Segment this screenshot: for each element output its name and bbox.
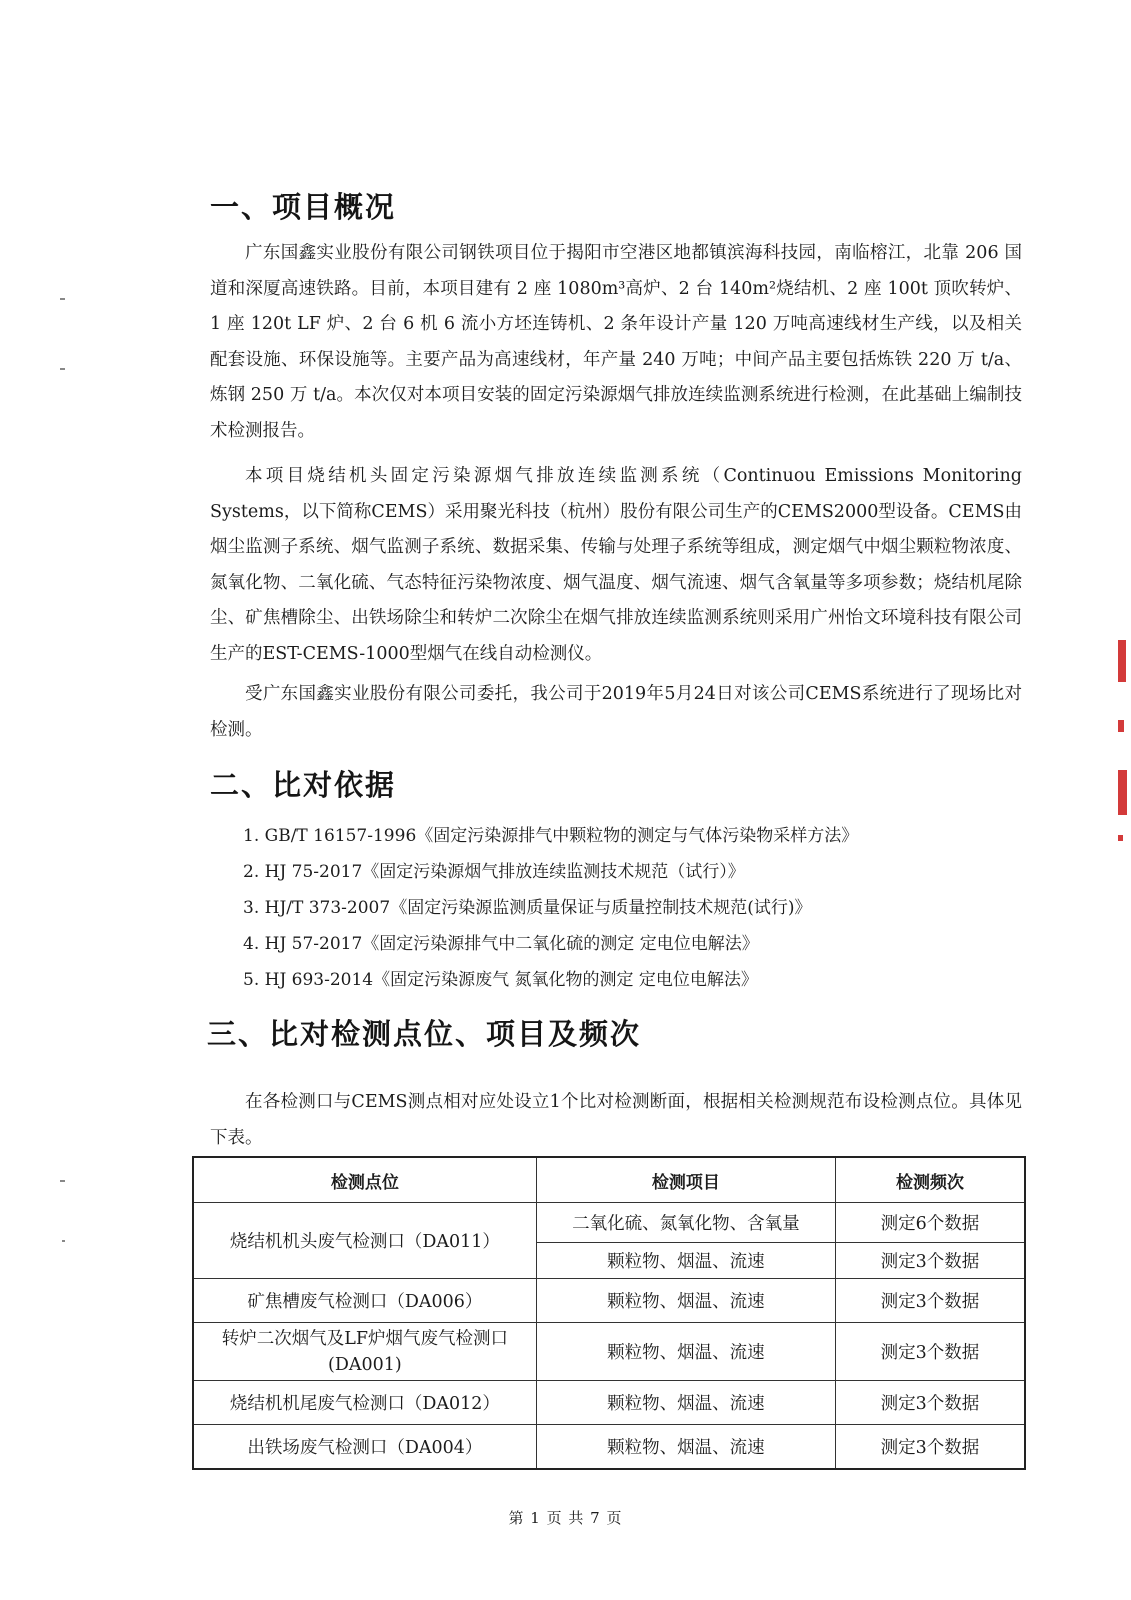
- reference-item: 2. HJ 75-2017《固定污染源烟气排放连续监测技术规范（试行）》: [243, 862, 745, 882]
- page-footer: 第 1 页 共 7 页: [508, 1509, 623, 1527]
- reference-list: [243, 818, 858, 998]
- cell-site: 烧结机机头废气检测口（DA011）: [193, 1203, 536, 1279]
- section-3-title: 三、比对检测点位、项目及频次: [207, 1017, 642, 1051]
- header-site: 检测点位: [193, 1157, 536, 1203]
- table-row: [193, 1381, 1025, 1425]
- table-header-row: [193, 1157, 1025, 1203]
- paragraph-table-intro: 在各检测口与CEMS测点相对应处设立1个比对检测断面，根据相关检测规范布设检测点位。具体见下表。: [210, 1092, 1022, 1148]
- cell-frequency: 测定3个数据: [835, 1243, 1025, 1279]
- header-frequency: 检测频次: [835, 1157, 1025, 1203]
- reference-item: 1. GB/T 16157-1996《固定污染源排气中颗粒物的测定与气体污染物采样方法》: [243, 826, 859, 846]
- table-row: [193, 1279, 1025, 1323]
- reference-item: 5. HJ 693-2014《固定污染源废气 氮氧化物的测定 定电位电解法》: [243, 970, 758, 990]
- cell-item: 二氧化硫、氮氧化物、含氧量: [536, 1203, 835, 1243]
- table-row: [193, 1203, 1025, 1243]
- table-row: [193, 1323, 1025, 1381]
- header-item: 检测项目: [536, 1157, 835, 1203]
- cell-site-line: 转炉二次烟气及LF炉烟气废气检测口: [221, 1328, 509, 1349]
- paragraph-commission: 受广东国鑫实业股份有限公司委托，我公司于2019年5月24日对该公司CEMS系统进行了现场比对检测。: [210, 684, 1022, 740]
- cell-site: [193, 1323, 536, 1381]
- scan-speck: [60, 298, 65, 300]
- section-2-title: 二、比对依据: [210, 768, 397, 802]
- cell-item: 颗粒物、烟温、流速: [536, 1323, 835, 1381]
- cell-item: 颗粒物、烟温、流速: [536, 1279, 835, 1323]
- cell-site-line: (DA001): [328, 1354, 402, 1375]
- seal-stamp-fragment: [1118, 640, 1131, 855]
- reference-item: 4. HJ 57-2017《固定污染源排气中二氧化硫的测定 定电位电解法》: [243, 934, 759, 954]
- cell-item: 颗粒物、烟温、流速: [536, 1243, 835, 1279]
- paragraph-cems-system: 本项目烧结机头固定污染源烟气排放连续监测系统（Continuou Emissions Monitoring Systems，以下简称CEMS）采用聚光科技（杭州）股份有限公司生产的CEMS2000型设备。CEMS由烟尘监测子系统、烟气监测子系统、数据采集、传输与处理子系统等组成，测定烟气中烟尘颗粒物浓度、氮氧化物、二氧化硫、气态特征污染物浓度、烟气温度、烟气流速、烟气含氧量等多项参数；烧结机尾除尘、矿焦槽除尘、出铁场除尘和转炉二次除尘在烟气排放连续监测系统则采用广州怡文环境科技有限公司生产的EST-CEMS-1000型烟气在线自动检测仪。: [210, 466, 1022, 664]
- paragraph-project-overview: 广东国鑫实业股份有限公司钢铁项目位于揭阳市空港区地都镇滨海科技园，南临榕江，北靠 206 国道和深厦高速铁路。目前，本项目建有 2 座 1080m³高炉、2 台 140m²烧结机、2 座 100t 顶吹转炉、1 座 120t LF 炉、2 台 6 机 6 流小方坯连铸机、2 条年设计产量 120 万吨高速线材生产线，以及相关配套设施、环保设施等。主要产品为高速线材，年产量 240 万吨；中间产品主要包括炼铁 220 万 t/a、炼钢 250 万 t/a。本次仅对本项目安装的固定污染源烟气排放连续监测系统进行检测，在此基础上编制技术检测报告。: [210, 243, 1022, 441]
- scan-speck: [60, 1180, 65, 1182]
- cell-frequency: 测定3个数据: [835, 1425, 1025, 1469]
- cell-item: 颗粒物、烟温、流速: [536, 1381, 835, 1425]
- cell-frequency: 测定3个数据: [835, 1381, 1025, 1425]
- cell-site: 烧结机机尾废气检测口（DA012）: [193, 1381, 536, 1425]
- cell-item: 颗粒物、烟温、流速: [536, 1425, 835, 1469]
- cell-site: 出铁场废气检测口（DA004）: [193, 1425, 536, 1469]
- table-row: [193, 1425, 1025, 1469]
- section-1-title: 一、项目概况: [210, 190, 397, 224]
- scan-speck: [60, 368, 65, 370]
- cell-frequency: 测定6个数据: [835, 1203, 1025, 1243]
- monitoring-table: [192, 1156, 1026, 1470]
- scan-speck: [62, 1240, 65, 1242]
- reference-item: 3. HJ/T 373-2007《固定污染源监测质量保证与质量控制技术规范(试行)》: [243, 898, 812, 918]
- cell-frequency: 测定3个数据: [835, 1279, 1025, 1323]
- cell-frequency: 测定3个数据: [835, 1323, 1025, 1381]
- cell-site: 矿焦槽废气检测口（DA006）: [193, 1279, 536, 1323]
